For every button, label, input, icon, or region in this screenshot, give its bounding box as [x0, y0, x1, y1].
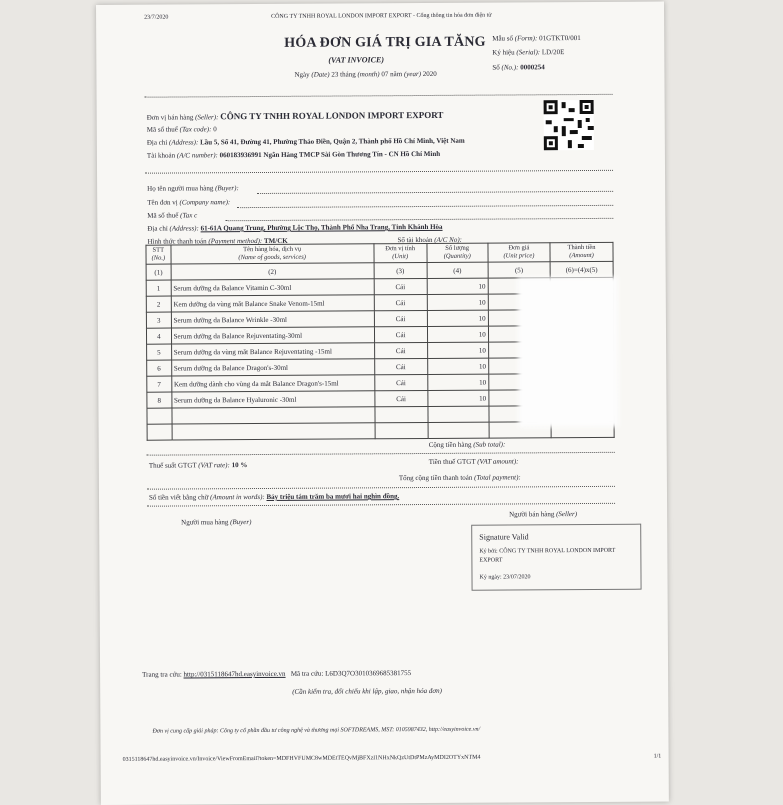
empty-cell — [147, 408, 172, 424]
empty-cell — [375, 422, 428, 438]
row-number: 7 — [147, 376, 172, 392]
invoice-title: HÓA ĐƠN GIÁ TRỊ GIA TĂNG — [284, 34, 486, 51]
item-quantity: 10 — [427, 374, 488, 390]
item-name: Serum dưỡng da vùng mắt Balance Rejuventating -15ml — [171, 343, 374, 360]
col-amount: Thành tiền (Amount) — [550, 242, 613, 261]
empty-cell — [428, 406, 489, 422]
col-name: Tên hàng hóa, dịch vụ (Name of goods, services) — [171, 244, 374, 264]
item-quantity: 10 — [427, 310, 488, 326]
invoice-page — [96, 2, 669, 805]
row-number: 3 — [146, 312, 171, 328]
col-no: STT (No.) — [146, 245, 171, 264]
row-number: 6 — [147, 360, 172, 376]
item-unit: Cái — [374, 342, 427, 358]
lookup-link[interactable]: http://0315118647hd.easyinvoice.vn — [183, 669, 286, 679]
buyer-address: Địa chỉ (Address): 61-61A Quang Trung, Phường Lộc Thọ, Thành Phố Nha Trang, Tỉnh Khánh Hòa — [147, 222, 443, 233]
col-price: Đơn giá (Unit price) — [488, 243, 550, 262]
vat-rate: Thuế suất GTGT (VAT rate): 10 % — [148, 461, 248, 470]
seller-account: Tài khoản (A/C number): 060183936991 Ngân Hàng TMCP Sài Gòn Thương Tín - CN Hồ Chí Minh — [146, 149, 441, 160]
page-number: 1/1 — [653, 753, 662, 760]
index-cell: (6)=(4)x(5) — [550, 261, 613, 277]
buyer-account: Số tài khoản (A/C No): — [397, 235, 463, 245]
buyer-company: Tên đơn vị (Company name): — [147, 198, 231, 207]
row-number: 1 — [146, 280, 171, 296]
row-number: 2 — [146, 296, 171, 312]
payment-method: Hình thức thanh toán (Payment method): TM/CK — [147, 236, 288, 246]
item-unit: Cái — [374, 310, 427, 326]
item-quantity: 10 — [427, 294, 488, 310]
buyer-signature-label: Người mua hàng (Buyer) — [181, 518, 252, 527]
redacted-prices — [518, 277, 619, 428]
serial-number: Ký hiệu (Serial): LD/20E — [492, 48, 565, 57]
item-name: Kem dưỡng da vùng mắt Balance Snake Venom-15ml — [171, 295, 374, 312]
empty-cell — [147, 424, 172, 440]
subtotal: Cộng tiền hàng (Sub total): — [428, 440, 506, 449]
empty-cell — [172, 407, 375, 424]
invoice-subtitle: (VAT INVOICE) — [328, 55, 385, 65]
portal-header: CÔNG TY TNHH ROYAL LONDON IMPORT EXPORT - Cổng thông tin hóa đơn điện tử — [271, 12, 492, 20]
signed-by: Ký bởi: CÔNG TY TNHH ROYAL LONDON IMPORT EXPORT — [479, 547, 616, 564]
signed-date: Ký ngày: 23/07/2020 — [479, 574, 531, 581]
qr-code — [544, 100, 594, 150]
col-unit: Đơn vị tính (Unit) — [374, 243, 427, 262]
amount-in-words: Số tiền viết bằng chữ (Amount in words): Bảy triệu tám trăm ba mươi hai nghìn đồng. — [148, 492, 400, 502]
item-name: Serum dưỡng da Balance Dragon's-30ml — [171, 359, 374, 376]
item-name: Serum dưỡng da Balance Wrinkle -30ml — [171, 311, 374, 328]
item-quantity: 10 — [427, 326, 488, 342]
seller-address: Địa chỉ (Address): Lầu 5, Số 41, Đường 41, Phường Thảo Điền, Quận 2, Thành phố Hồ Chí Minh, Việt Nam — [146, 136, 465, 147]
invoice-number: Số (No.): 0000254 — [492, 63, 545, 72]
item-unit: Cái — [374, 326, 427, 342]
lookup-line: Trang tra cứu: http://0315118647hd.easyinvoice.vn Mã tra cứu: L6D3Q7O3010369685381755 — [142, 669, 412, 679]
seller-tax: Mã số thuế (Tax code): 0 — [146, 125, 217, 134]
index-cell: (5) — [488, 262, 550, 278]
row-number: 8 — [147, 392, 172, 408]
index-cell: (2) — [171, 263, 374, 280]
item-unit: Cái — [374, 278, 427, 294]
index-cell: (4) — [427, 262, 488, 278]
item-name: Serum dưỡng da Balance Vitamin C-30ml — [171, 279, 374, 296]
seller-signature-label: Người bán hàng (Seller) — [509, 510, 578, 519]
item-quantity: 10 — [427, 358, 488, 374]
item-name: Kem dưỡng dành cho vùng da mắt Balance Dragon's-15ml — [171, 375, 374, 392]
row-number: 5 — [147, 344, 172, 360]
buyer-tax: Mã số thuế (Tax c — [147, 211, 198, 220]
row-number: 4 — [146, 328, 171, 344]
empty-cell — [172, 423, 375, 440]
vat-amount: Tiền thuế GTGT (VAT amount): — [428, 457, 519, 466]
empty-cell — [375, 406, 428, 422]
index-cell: (3) — [374, 262, 427, 278]
buyer-name: Họ tên người mua hàng (Buyer): — [147, 184, 239, 193]
item-quantity: 10 — [427, 278, 488, 294]
item-name: Serum dưỡng da Balance Rejuventating-30ml — [171, 327, 374, 344]
item-unit: Cái — [374, 294, 427, 310]
provider-info: Đơn vị cung cấp giải pháp: Công ty cổ phần đầu tư công nghệ và thương mại SOFTDREAMS, MST: 0105987432, http://easyinvoice.vn/ — [152, 726, 481, 735]
browser-url: 0315118647hd.easyinvoice.vn/Invoice/ViewFromEmail?token=MDFHVFUMC8wMDEtTEQvMjBFXzl1NHxNkQzUtDtPMzAyMDI2OTYxNTM4 — [122, 754, 481, 763]
signature-valid-title: Signature Valid — [479, 532, 529, 542]
seller-name: Đơn vị bán hàng (Seller): CÔNG TY TNHH ROYAL LONDON IMPORT EXPORT — [146, 109, 444, 122]
invoice-date: Ngày (Date) 23 tháng (month) 07 năm (year) 2020 — [294, 69, 437, 79]
check-note: (Cần kiểm tra, đối chiếu khi lập, giao, nhận hóa đơn) — [292, 686, 442, 696]
col-qty: Số lượng (Quantity) — [427, 243, 488, 262]
empty-cell — [428, 422, 489, 438]
print-date: 23/7/2020 — [144, 14, 169, 21]
form-number: Mẫu số (Form): 01GTKT0/001 — [492, 34, 581, 43]
total-payment: Tổng cộng tiền thanh toán (Total payment): — [398, 473, 521, 483]
item-unit: Cái — [374, 358, 427, 374]
item-unit: Cái — [375, 390, 428, 406]
index-cell: (1) — [146, 264, 171, 280]
item-unit: Cái — [374, 374, 427, 390]
item-quantity: 10 — [427, 342, 488, 358]
item-quantity: 10 — [427, 390, 488, 406]
item-name: Serum dưỡng da Balance Hyaluronic -30ml — [171, 391, 374, 408]
